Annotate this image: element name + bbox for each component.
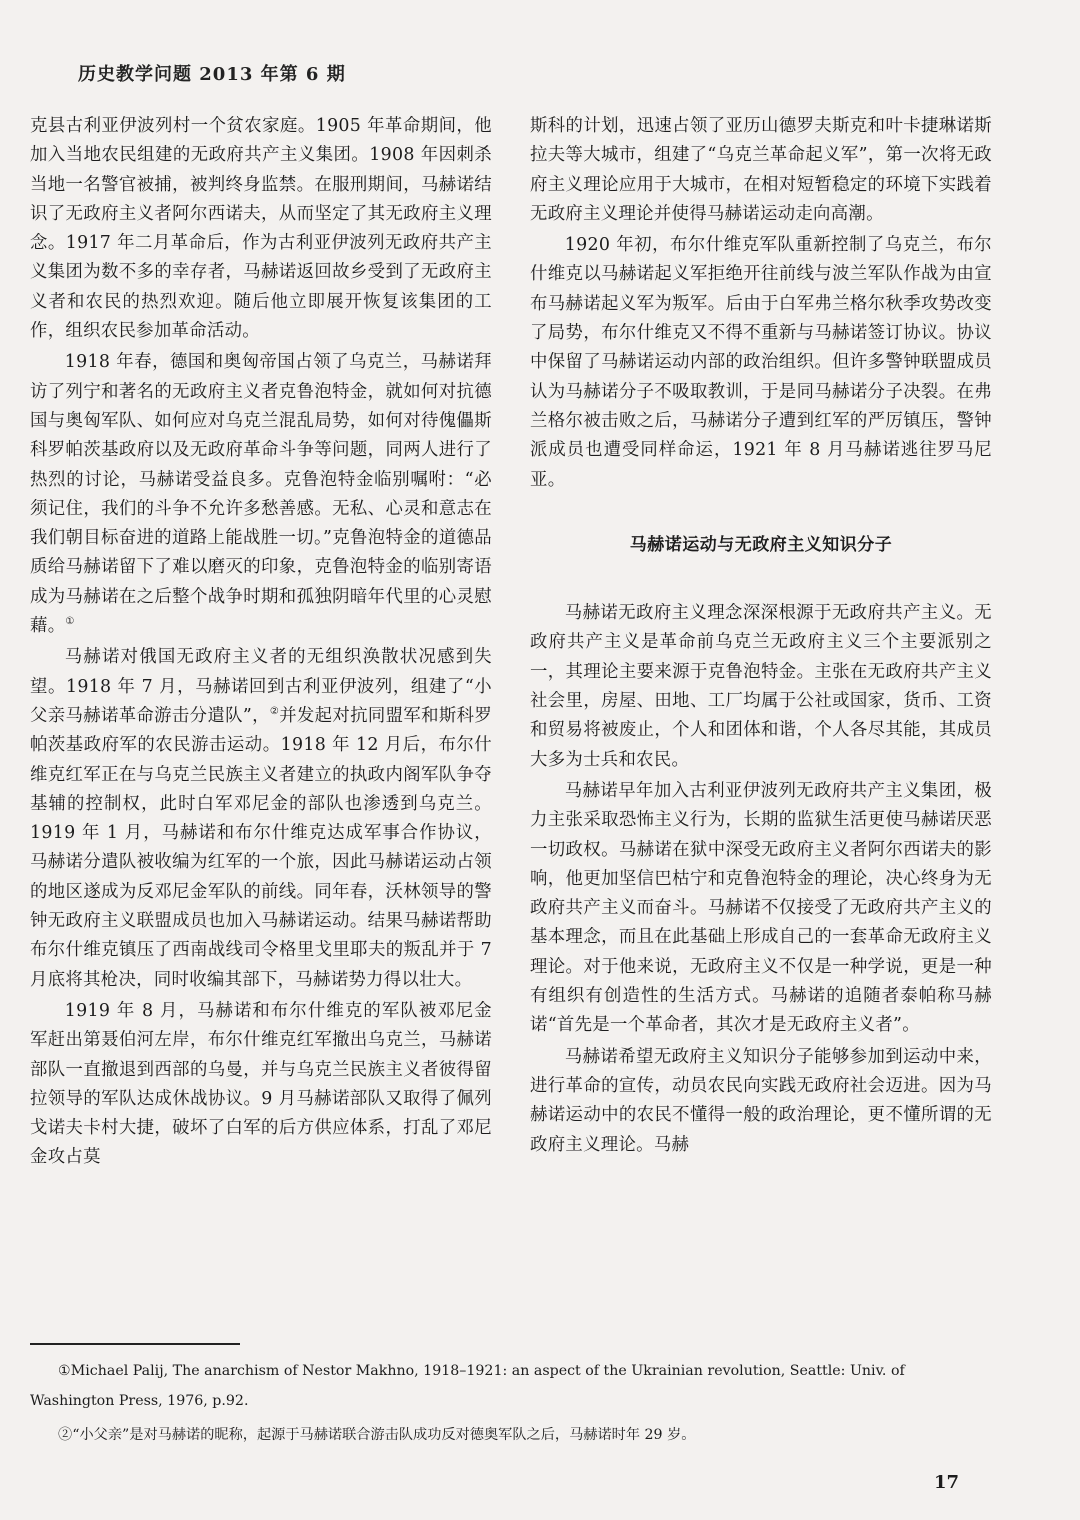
page-number: 17 — [934, 1472, 960, 1493]
paragraph: 斯科的计划，迅速占领了亚历山德罗夫斯克和叶卡捷琳诺斯拉夫等大城市，组建了“乌克兰革命起义军”，第一次将无政府主义理论应用于大城市，在相对短暂稳定的环境下实践着无政府主义理论并使得马赫诺运动走向高潮。 — [530, 116, 992, 224]
footnote-divider — [30, 1343, 240, 1345]
running-header: 历史教学问题 2013 年第 6 期 — [78, 64, 346, 85]
footnote-ref-2[interactable]: ② — [269, 706, 280, 718]
section-heading: 马赫诺运动与无政府主义知识分子 — [629, 534, 893, 555]
paragraph — [30, 348, 492, 641]
paragraph: 马赫诺早年加入古利亚伊波列无政府共产主义集团，极力主张采取恐怖主义行为，长期的监狱生活更使马赫诺厌恶一切政权。马赫诺在狱中深受无政府主义者阿尔西诺夫的影响，他更加坚信巴枯宁和克鲁泡特金的理论，决心终身为无政府共产主义而奋斗。马赫诺不仅接受了无政府共产主义的基本理念，而且在此基础上形成自己的一套革命无政府主义理论。对于他来说，无政府主义不仅是一种学说，更是一种有组织有创造性的生活方式。马赫诺的追随者泰帕称马赫诺“首先是一个革命者，其次才是无政府主义者”。 — [530, 780, 992, 1036]
paragraph-text: 1918 年春，德国和奥匈帝国占领了乌克兰，马赫诺拜访了列宁和著名的无政府主义者克鲁泡特金，就如何对抗德国与奥匈军队、如何应对乌克兰混乱局势，如何对待傀儡斯科罗帕茨基政府以及无政府革命斗争等问题，同两人进行了热烈的讨论，马赫诺受益良多。克鲁泡特金临别嘱咐：“必须记住，我们的斗争不允许多愁善感。无私、心灵和意志在我们朝目标奋进的道路上能战胜一切。”克鲁泡特金的道德品质给马赫诺留下了难以磨灭的印象，克鲁泡特金的临别寄语成为马赫诺在之后整个战争时期和孤独阴暗年代里的心灵慰藉。 — [30, 352, 492, 637]
footnote-2: ②“小父亲”是对马赫诺的昵称，起源于马赫诺联合游击队成功反对德奥军队之后，马赫诺时年 29 岁。 — [58, 1427, 696, 1443]
paragraph: 克县古利亚伊波列村一个贫农家庭。1905 年革命期间，他加入当地农民组建的无政府共产主义集团。1908 年因刺杀当地一名警官被捕，被判终身监禁。在服刑期间，马赫诺结识了无政府主义者阿尔西诺夫，从而坚定了其无政府主义理念。1917 年二月革命后，作为古利亚伊波列无政府共产主义集团为数不多的幸存者，马赫诺返回故乡受到了无政府主义者和农民的热烈欢迎。随后他立即展开恢复该集团的工作，组织农民参加革命活动。 — [30, 116, 492, 342]
paragraph: 马赫诺无政府主义理念深深根源于无政府共产主义。无政府共产主义是革命前乌克兰无政府主义三个主要派别之一，其理论主要来源于克鲁泡特金。主张在无政府共产主义社会里，房屋、田地、工厂均属于公社或国家，货币、工资和贸易将被废止，个人和团体和谐，个人各尽其能，其成员大多为士兵和农民。 — [530, 603, 992, 770]
paragraph: 1920 年初，布尔什维克军队重新控制了乌克兰，布尔什维克以马赫诺起义军拒绝开往前线与波兰军队作战为由宣布马赫诺起义军为叛军。后由于白军弗兰格尔秋季攻势改变了局势，布尔什维克又不得不重新与马赫诺签订协议。协议中保留了马赫诺运动内部的政治组织。但许多警钟联盟成员认为马赫诺分子不吸取教训，于是同马赫诺分子决裂。在弗兰格尔被击败之后，马赫诺分子遭到红军的严厉镇压，警钟派成员也遭受同样命运，1921 年 8 月马赫诺逃往罗马尼亚。 — [530, 235, 992, 490]
paragraph-text: 马赫诺对俄国无政府主义者的无组织涣散状况感到失望。1918 年 7 月，马赫诺回到古利亚伊波列，组建了“小父亲马赫诺革命游击分遣队”， — [30, 647, 492, 726]
footnote-1: ①Michael Palij, The anarchism of Nestor Makhno, 1918–1921: an aspect of the Ukrainian revolution, Seattle: Univ. of Washington Press, 1976, p.92. — [30, 1363, 905, 1409]
footnotes — [30, 1356, 990, 1450]
right-column — [530, 112, 992, 1160]
footnote-ref-1[interactable]: ① — [65, 616, 75, 628]
paragraph: 马赫诺希望无政府主义知识分子能够参加到运动中来，进行革命的宣传，动员农民向实践无政府社会迈进。因为马赫诺运动中的农民不懂得一般的政治理论，更不懂所谓的无政府主义理论。马赫 — [530, 1046, 992, 1155]
paragraph — [30, 643, 492, 995]
paragraph: 1919 年 8 月，马赫诺和布尔什维克的军队被邓尼金军赶出第聂伯河左岸，布尔什维克红军撤出乌克兰，马赫诺部队一直撤退到西部的乌曼，并与乌克兰民族主义者彼得留拉领导的军队达成休战协议。9 月马赫诺部队又取得了佩列戈诺夫卡村大捷，破坏了白军的后方供应体系，打乱了邓尼金攻占莫 — [30, 1000, 492, 1168]
left-column — [30, 112, 492, 1173]
paragraph-text: 并发起对抗同盟军和斯科罗帕茨基政府军的农民游击运动。1918 年 12 月后，布尔什维克红军正在与乌克兰民族主义者建立的执政内阁军队争夺基辅的控制权，此时白军邓尼金的部队也渗透到乌克兰。1919 年 1 月，马赫诺和布尔什维克达成军事合作协议，马赫诺分遣队被收编为红军的一个旅，因此马赫诺运动占领的地区遂成为反邓尼金军队的前线。同年春，沃林领导的警钟无政府主义联盟成员也加入马赫诺运动。结果马赫诺帮助布尔什维克镇压了西南战线司令格里戈里耶夫的叛乱并于 7 月底将其枪决，同时收编其部下，马赫诺势力得以壮大。 — [30, 705, 493, 990]
